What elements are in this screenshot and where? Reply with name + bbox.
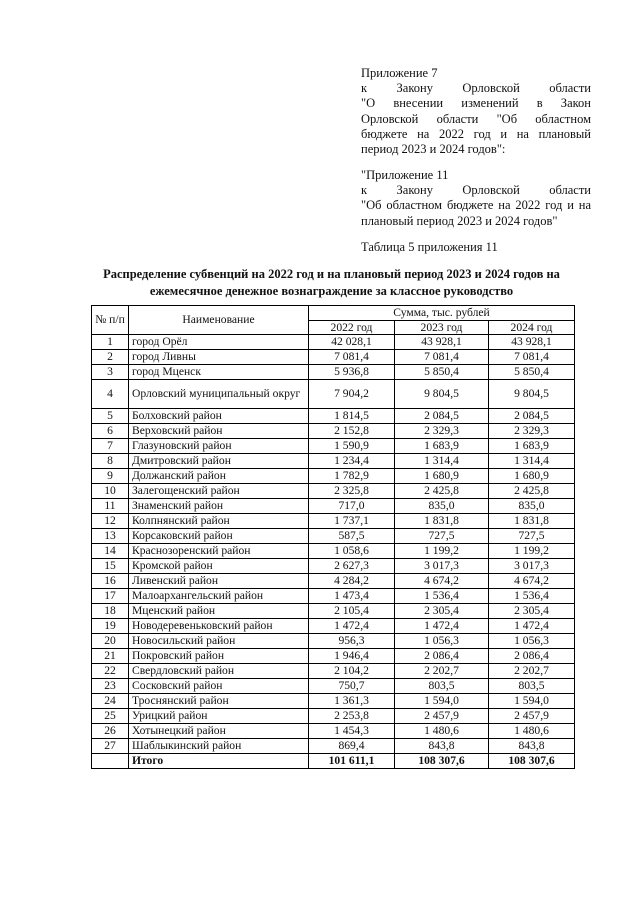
total-value-2023: 108 307,6 — [395, 754, 489, 769]
row-number: 3 — [92, 365, 129, 380]
row-name: Верховский район — [129, 424, 309, 439]
row-value-2022: 1 737,1 — [309, 514, 395, 529]
row-number: 16 — [92, 574, 129, 589]
row-value-2022: 4 284,2 — [309, 574, 395, 589]
row-number: 17 — [92, 589, 129, 604]
row-number: 23 — [92, 679, 129, 694]
row-number: 8 — [92, 454, 129, 469]
row-name: Залегощенский район — [129, 484, 309, 499]
row-value-2023: 2 329,3 — [395, 424, 489, 439]
row-value-2024: 2 305,4 — [489, 604, 575, 619]
row-number: 5 — [92, 409, 129, 424]
page-title — [80, 266, 583, 300]
table-row — [92, 409, 575, 424]
table-caption — [361, 240, 591, 255]
row-name: Урицкий район — [129, 709, 309, 724]
row-value-2022: 2 152,8 — [309, 424, 395, 439]
row-name: Колпнянский район — [129, 514, 309, 529]
table-row — [92, 679, 575, 694]
row-name: Покровский район — [129, 649, 309, 664]
row-value-2022: 1 472,4 — [309, 619, 395, 634]
table-row — [92, 365, 575, 380]
header-line: "Об областном бюджете на 2022 год и на — [361, 198, 591, 213]
row-value-2022: 750,7 — [309, 679, 395, 694]
row-value-2022: 587,5 — [309, 529, 395, 544]
row-value-2023: 2 086,4 — [395, 649, 489, 664]
row-name: Хотынецкий район — [129, 724, 309, 739]
row-value-2023: 1 056,3 — [395, 634, 489, 649]
table-row — [92, 664, 575, 679]
table-row — [92, 350, 575, 365]
row-value-2023: 3 017,3 — [395, 559, 489, 574]
total-row — [92, 754, 575, 769]
appendix-subheader — [361, 168, 591, 229]
row-value-2022: 7 081,4 — [309, 350, 395, 365]
row-name: Корсаковский район — [129, 529, 309, 544]
table-row — [92, 499, 575, 514]
table-row — [92, 544, 575, 559]
row-value-2024: 1 199,2 — [489, 544, 575, 559]
row-number: 13 — [92, 529, 129, 544]
row-number: 7 — [92, 439, 129, 454]
table-row — [92, 724, 575, 739]
table-row — [92, 634, 575, 649]
table-row — [92, 484, 575, 499]
column-header-sum: Сумма, тыс. рублей — [309, 306, 575, 321]
table-row — [92, 589, 575, 604]
row-value-2023: 1 472,4 — [395, 619, 489, 634]
row-name: Новосильский район — [129, 634, 309, 649]
row-value-2024: 3 017,3 — [489, 559, 575, 574]
row-value-2023: 1 314,4 — [395, 454, 489, 469]
row-value-2024: 1 594,0 — [489, 694, 575, 709]
table-row — [92, 619, 575, 634]
row-value-2022: 5 936,8 — [309, 365, 395, 380]
row-value-2022: 1 454,3 — [309, 724, 395, 739]
row-name: город Ливны — [129, 350, 309, 365]
row-number: 10 — [92, 484, 129, 499]
row-number: 6 — [92, 424, 129, 439]
row-value-2023: 2 305,4 — [395, 604, 489, 619]
row-name: Ливенский район — [129, 574, 309, 589]
total-value-2024: 108 307,6 — [489, 754, 575, 769]
row-value-2024: 2 457,9 — [489, 709, 575, 724]
row-value-2023: 835,0 — [395, 499, 489, 514]
row-value-2023: 4 674,2 — [395, 574, 489, 589]
total-label: Итого — [129, 754, 309, 769]
row-value-2023: 803,5 — [395, 679, 489, 694]
row-value-2022: 717,0 — [309, 499, 395, 514]
row-value-2023: 1 683,9 — [395, 439, 489, 454]
table-row — [92, 574, 575, 589]
header-line: плановый период 2023 и 2024 годов" — [361, 213, 558, 228]
row-value-2022: 1 473,4 — [309, 589, 395, 604]
row-value-2024: 1 680,9 — [489, 469, 575, 484]
table-row — [92, 439, 575, 454]
row-value-2024: 1 480,6 — [489, 724, 575, 739]
row-value-2023: 9 804,5 — [395, 380, 489, 409]
row-number: 9 — [92, 469, 129, 484]
table-row — [92, 469, 575, 484]
table-row — [92, 380, 575, 409]
row-value-2022: 956,3 — [309, 634, 395, 649]
row-name: Знаменский район — [129, 499, 309, 514]
row-value-2022: 42 028,1 — [309, 335, 395, 350]
row-value-2024: 843,8 — [489, 739, 575, 754]
row-value-2022: 1 782,9 — [309, 469, 395, 484]
row-value-2023: 843,8 — [395, 739, 489, 754]
table-row — [92, 604, 575, 619]
row-name: город Орёл — [129, 335, 309, 350]
row-number: 12 — [92, 514, 129, 529]
row-value-2024: 803,5 — [489, 679, 575, 694]
header-line: Таблица 5 приложения 11 — [361, 240, 498, 254]
row-value-2022: 1 058,6 — [309, 544, 395, 559]
row-value-2022: 869,4 — [309, 739, 395, 754]
row-value-2024: 43 928,1 — [489, 335, 575, 350]
header-line: "Приложение 11 — [361, 168, 449, 182]
title-line-1: Распределение субвенций на 2022 год и на плановый период 2023 и 2024 годов на — [103, 267, 560, 281]
row-value-2022: 1 361,3 — [309, 694, 395, 709]
row-value-2023: 727,5 — [395, 529, 489, 544]
table-row — [92, 424, 575, 439]
row-number: 25 — [92, 709, 129, 724]
row-value-2024: 1 056,3 — [489, 634, 575, 649]
row-name: Орловский муниципальный округ — [129, 380, 309, 409]
row-name: Сосковский район — [129, 679, 309, 694]
column-header-2023: 2023 год — [395, 320, 489, 335]
header-line: к Закону Орловской области — [361, 183, 591, 198]
column-header-2022: 2022 год — [309, 320, 395, 335]
row-value-2022: 7 904,2 — [309, 380, 395, 409]
table-row — [92, 529, 575, 544]
row-value-2024: 2 084,5 — [489, 409, 575, 424]
row-value-2022: 2 104,2 — [309, 664, 395, 679]
row-name: Кромской район — [129, 559, 309, 574]
row-number: 4 — [92, 380, 129, 409]
row-value-2024: 2 086,4 — [489, 649, 575, 664]
header-line: к Закону Орловской области — [361, 81, 591, 96]
row-number: 2 — [92, 350, 129, 365]
row-value-2022: 2 325,8 — [309, 484, 395, 499]
row-value-2023: 1 831,8 — [395, 514, 489, 529]
row-number: 18 — [92, 604, 129, 619]
header-line: "О внесении изменений в Закон — [361, 96, 591, 111]
row-value-2022: 2 253,8 — [309, 709, 395, 724]
row-name: Свердловский район — [129, 664, 309, 679]
row-value-2022: 1 946,4 — [309, 649, 395, 664]
row-value-2023: 1 199,2 — [395, 544, 489, 559]
row-value-2024: 1 683,9 — [489, 439, 575, 454]
row-value-2022: 2 627,3 — [309, 559, 395, 574]
row-value-2023: 2 084,5 — [395, 409, 489, 424]
row-value-2024: 835,0 — [489, 499, 575, 514]
row-value-2023: 1 680,9 — [395, 469, 489, 484]
table-row — [92, 335, 575, 350]
row-number: 21 — [92, 649, 129, 664]
row-name: Малоархангельский район — [129, 589, 309, 604]
row-value-2024: 2 329,3 — [489, 424, 575, 439]
table-row — [92, 514, 575, 529]
row-value-2024: 1 472,4 — [489, 619, 575, 634]
header-line: период 2023 и 2024 годов": — [361, 142, 506, 157]
row-value-2024: 4 674,2 — [489, 574, 575, 589]
row-number: 26 — [92, 724, 129, 739]
row-value-2023: 1 536,4 — [395, 589, 489, 604]
column-header-2024: 2024 год — [489, 320, 575, 335]
row-name: Дмитровский район — [129, 454, 309, 469]
table-row — [92, 454, 575, 469]
row-number: 22 — [92, 664, 129, 679]
row-value-2023: 1 594,0 — [395, 694, 489, 709]
row-value-2024: 7 081,4 — [489, 350, 575, 365]
row-value-2023: 2 202,7 — [395, 664, 489, 679]
row-value-2024: 1 831,8 — [489, 514, 575, 529]
row-number: 1 — [92, 335, 129, 350]
row-value-2024: 5 850,4 — [489, 365, 575, 380]
row-value-2024: 1 314,4 — [489, 454, 575, 469]
row-value-2024: 2 425,8 — [489, 484, 575, 499]
table-row — [92, 694, 575, 709]
row-value-2022: 1 590,9 — [309, 439, 395, 454]
table-row — [92, 739, 575, 754]
row-value-2023: 43 928,1 — [395, 335, 489, 350]
row-value-2024: 9 804,5 — [489, 380, 575, 409]
row-name: Болховский район — [129, 409, 309, 424]
header-line: Орловской области "Об областном — [361, 111, 591, 126]
table-row — [92, 559, 575, 574]
row-number: 27 — [92, 739, 129, 754]
total-value-2022: 101 611,1 — [309, 754, 395, 769]
row-name: Глазуновский район — [129, 439, 309, 454]
row-value-2022: 2 105,4 — [309, 604, 395, 619]
row-value-2024: 1 536,4 — [489, 589, 575, 604]
row-number: 14 — [92, 544, 129, 559]
column-header-number: № п/п — [92, 306, 129, 335]
row-value-2024: 727,5 — [489, 529, 575, 544]
row-name: Мценский район — [129, 604, 309, 619]
row-value-2023: 2 457,9 — [395, 709, 489, 724]
total-number — [92, 754, 129, 769]
table-row — [92, 649, 575, 664]
table-row — [92, 709, 575, 724]
row-name: Новодеревеньковский район — [129, 619, 309, 634]
row-name: город Мценск — [129, 365, 309, 380]
row-value-2023: 5 850,4 — [395, 365, 489, 380]
row-name: Троснянский район — [129, 694, 309, 709]
row-number: 19 — [92, 619, 129, 634]
row-value-2023: 1 480,6 — [395, 724, 489, 739]
row-value-2023: 2 425,8 — [395, 484, 489, 499]
row-value-2022: 1 814,5 — [309, 409, 395, 424]
row-number: 11 — [92, 499, 129, 514]
row-number: 20 — [92, 634, 129, 649]
table-body — [92, 335, 575, 769]
row-value-2024: 2 202,7 — [489, 664, 575, 679]
appendix-header — [361, 66, 591, 157]
row-name: Должанский район — [129, 469, 309, 484]
row-name: Шаблыкинский район — [129, 739, 309, 754]
title-line-2: ежемесячное денежное вознаграждение за классное руководство — [149, 284, 514, 298]
row-number: 24 — [92, 694, 129, 709]
row-name: Краснозоренский район — [129, 544, 309, 559]
header-line: Приложение 7 — [361, 66, 438, 80]
row-value-2022: 1 234,4 — [309, 454, 395, 469]
row-number: 15 — [92, 559, 129, 574]
subsidy-table — [91, 305, 575, 769]
header-line: бюджете на 2022 год и на плановый — [361, 126, 591, 141]
row-value-2023: 7 081,4 — [395, 350, 489, 365]
column-header-name: Наименование — [129, 306, 309, 335]
